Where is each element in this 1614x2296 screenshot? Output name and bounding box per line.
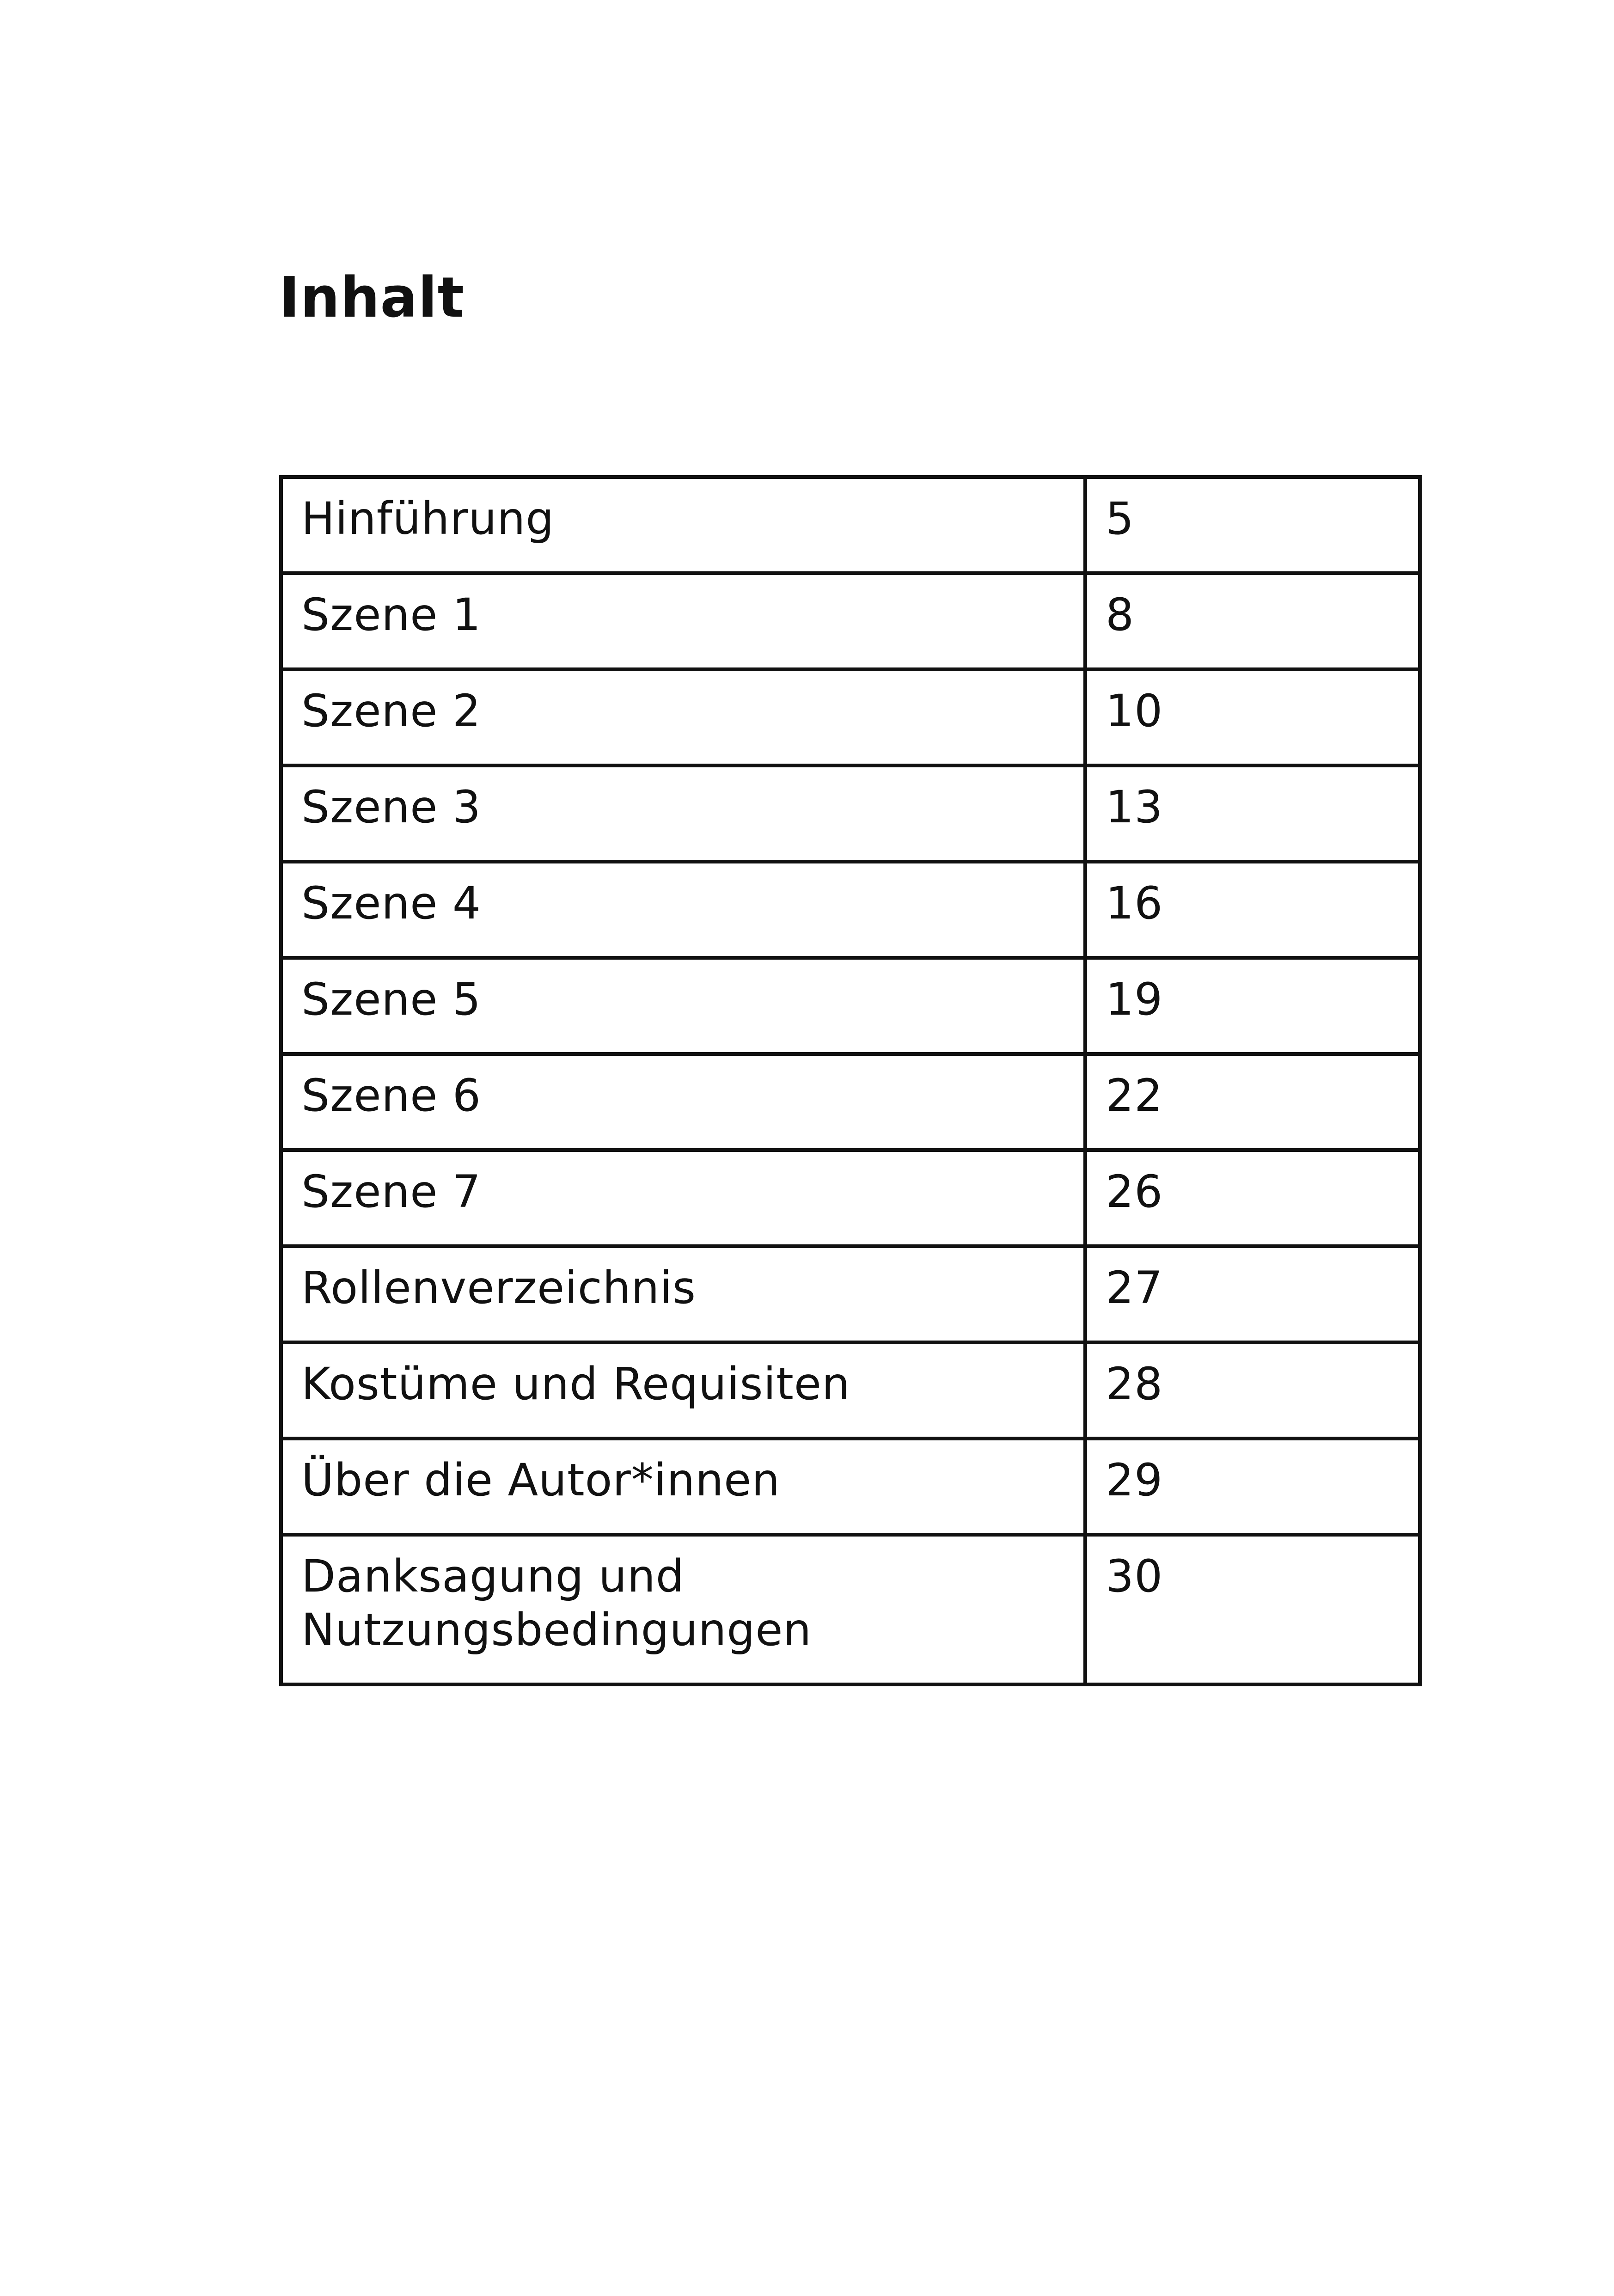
toc-row xyxy=(281,1150,1420,1246)
toc-entry-page: 27 xyxy=(1085,1246,1420,1342)
toc-row xyxy=(281,1342,1420,1439)
toc-entry-page: 26 xyxy=(1085,1150,1420,1246)
toc-entry-page: 13 xyxy=(1085,765,1420,862)
toc-entry-page: 30 xyxy=(1085,1535,1420,1684)
toc-row xyxy=(281,669,1420,765)
toc-entry-page: 22 xyxy=(1085,1054,1420,1150)
toc-entry-page: 16 xyxy=(1085,862,1420,958)
toc-entry-title: Szene 6 xyxy=(281,1054,1085,1150)
toc-entry-title: Szene 2 xyxy=(281,669,1085,765)
toc-entry-title: Über die Autor*innen xyxy=(281,1439,1085,1535)
toc-entry-page: 29 xyxy=(1085,1439,1420,1535)
page-title: Inhalt xyxy=(279,266,465,330)
toc-entry-page: 28 xyxy=(1085,1342,1420,1439)
toc-row xyxy=(281,477,1420,573)
toc-row xyxy=(281,958,1420,1054)
toc-entry-page: 5 xyxy=(1085,477,1420,573)
toc-entry-title: Szene 5 xyxy=(281,958,1085,1054)
toc-entry-title: Hinführung xyxy=(281,477,1085,573)
toc-entry-title: Szene 1 xyxy=(281,573,1085,669)
toc-entry-title: Danksagung und Nutzungsbedingungen xyxy=(281,1535,1085,1684)
toc-entry-title: Szene 3 xyxy=(281,765,1085,862)
toc-row xyxy=(281,862,1420,958)
toc-entry-title: Rollenverzeichnis xyxy=(281,1246,1085,1342)
toc-row xyxy=(281,1054,1420,1150)
toc-entry-title: Szene 4 xyxy=(281,862,1085,958)
toc-row xyxy=(281,1246,1420,1342)
toc-entry-page: 19 xyxy=(1085,958,1420,1054)
toc-row xyxy=(281,1535,1420,1684)
toc-entry-title: Kostüme und Requisiten xyxy=(281,1342,1085,1439)
toc-entry-page: 8 xyxy=(1085,573,1420,669)
toc-entry-title: Szene 7 xyxy=(281,1150,1085,1246)
toc-row xyxy=(281,1439,1420,1535)
toc-entry-page: 10 xyxy=(1085,669,1420,765)
toc-row xyxy=(281,765,1420,862)
toc-row xyxy=(281,573,1420,669)
table-of-contents xyxy=(279,475,1422,1686)
